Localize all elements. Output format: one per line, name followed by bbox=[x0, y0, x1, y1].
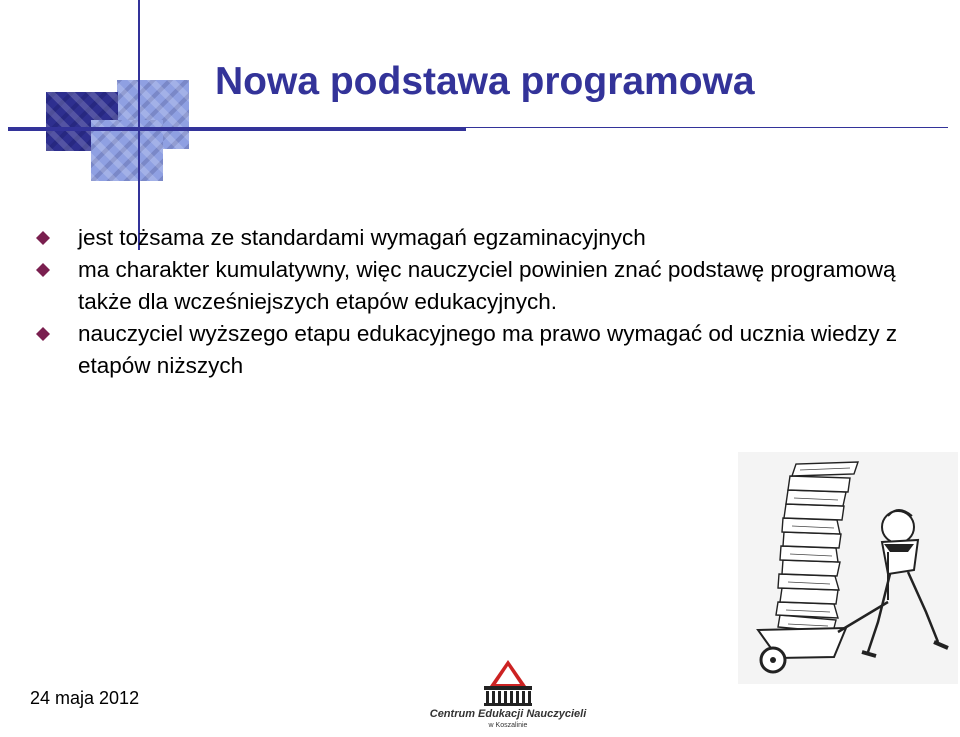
bullet-item bbox=[36, 254, 916, 318]
bullet-item bbox=[36, 222, 916, 254]
bullet-text: jest tożsama ze standardami wymagań egzaminacyjnych bbox=[78, 225, 646, 250]
bullet-list bbox=[36, 222, 916, 382]
bullet-text: ma charakter kumulatywny, więc nauczyciel powinien znać podstawę programową także dla wcześniejszych etapów edukacyjnych. bbox=[78, 257, 896, 314]
cen-building-logo bbox=[428, 656, 588, 708]
diamond-bullet-icon bbox=[36, 327, 50, 341]
bullet-text: nauczyciel wyższego etapu edukacyjnego ma prawo wymagać od ucznia wiedzy z etapów niższych bbox=[78, 321, 898, 378]
diamond-bullet-icon bbox=[36, 231, 50, 245]
footer-date: 24 maja 2012 bbox=[30, 688, 140, 708]
diamond-bullet-icon bbox=[36, 263, 50, 277]
vertical-rule bbox=[138, 0, 140, 250]
illustration-man-wheelbarrow bbox=[738, 452, 958, 684]
slide-title: Nowa podstawa programowa bbox=[215, 60, 755, 103]
bullet-item bbox=[36, 318, 916, 382]
cen-logo bbox=[428, 656, 588, 736]
logo-name-text: Centrum Edukacji Nauczycieli bbox=[429, 708, 587, 720]
horizontal-rule-thick bbox=[8, 127, 466, 131]
logo-location-text: w Koszalinie bbox=[488, 722, 528, 729]
